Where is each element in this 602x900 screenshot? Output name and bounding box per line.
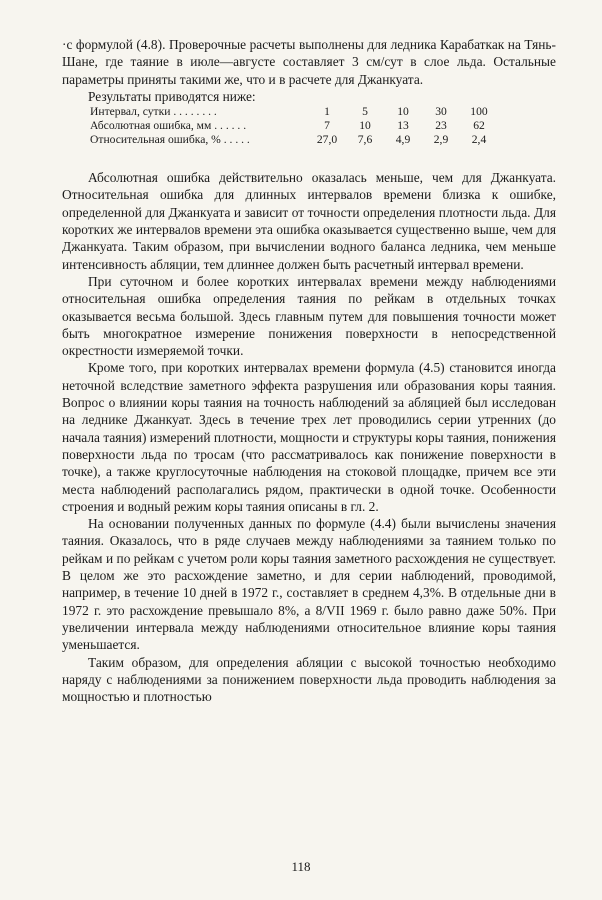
table-cell: 4,9 [395, 133, 411, 147]
row-label: Интервал, сутки . . . . . . . . [90, 105, 217, 119]
paragraph: Абсолютная ошибка действительно оказалась меньше, чем для Джанкуата. Относительная ошибка для длинных интервалов времени близка к ошибке, определенной для Джанкуата и зависит от точности определения плотности льда. Для коротких же интервалов времени эта ошибка оказывается существенно выше, чем для Джанкуата. Таким образом, при вычислении водного баланса ледника, чем меньше интенсивность абляции, тем длиннее должен быть расчетный интервал времени. [62, 170, 556, 272]
row-label: Абсолютная ошибка, мм . . . . . . [90, 119, 247, 133]
table-row [90, 133, 498, 147]
table-cell: 7 [324, 119, 330, 133]
table-cell: 62 [473, 119, 485, 133]
table-cell: 1 [324, 105, 330, 119]
table-cell: 27,0 [316, 133, 338, 147]
table-cell: 13 [397, 119, 409, 133]
page-text [62, 36, 556, 705]
paragraph: Кроме того, при коротких интервалах времени формула (4.5) становится иногда неточной вследствие заметного эффекта разрушения или образования коры таяния. Вопрос о влиянии коры таяния на точность наблюдений за абляцией был исследован на леднике Джанкуат. Здесь в течение трех лет проводились серии утренних (до начала таяния) измерений плотности, мощности и структуры коры таяния, понижения поверхности льда по тросам (что рассматривалось как понижение поверхности в точке), а также круглосуточные наблюдения на стоковой площадке, причем все эти места наблюдений располагались рядом, практически в одной точке. Особенности строения и водный режим коры таяния описаны в гл. 2. [62, 360, 556, 514]
paragraph: На основании полученных данных по формуле (4.4) были вычислены значения таяния. Оказалось, что в ряде случаев между наблюдениями за таянием только по рейкам и по рейкам с учетом роли коры таяния заметного расхождения не существует. В целом же это расхождение заметно, и для серии наблюдений, проводимой, например, в течение 10 дней в 1972 г., составляет в среднем 4,3%. В отдельные дни в 1972 г. это расхождение превышало 8%, а 8/VII 1969 г. было равно даже 50%. При увеличении интервала между наблюдениями относительное влияние коры таяния уменьшается. [62, 516, 556, 653]
table-cell: 2,4 [471, 133, 487, 147]
results-lead: Результаты приводятся ниже: [88, 88, 256, 104]
table-cell: 100 [470, 105, 488, 119]
row-label: Относительная ошибка, % . . . . . [90, 133, 250, 147]
paragraph: При суточном и более коротких интервалах времени между наблюдениями относительная ошибка определения таяния по рейкам в отдельных точках оказывается весьма большой. Здесь главным путем для повышения точности может быть многократное измерение понижения поверхности в непосредственной окрестности измеряемой точки. [62, 273, 556, 359]
table-cell: 30 [435, 105, 447, 119]
table-cell: 2,9 [433, 133, 449, 147]
table-row [90, 105, 498, 119]
paragraph-intro: ·с формулой (4.8). Проверочные расчеты выполнены для ледника Карабаткак на Тянь-Шане, где таяние в июле—августе составляет 3 см/сут в слое льда. Остальные параметры приняты такими же, что и в расчете для Джанкуата. [62, 37, 556, 87]
paragraph: Таким образом, для определения абляции с высокой точностью необходимо наряду с наблюдениями за понижением поверхности льда проводить наблюдения за мощностью и плотностью [62, 654, 556, 705]
page-number: 118 [291, 859, 311, 874]
table-cell: 10 [359, 119, 371, 133]
table-cell: 7,6 [357, 133, 373, 147]
results-table [90, 105, 498, 147]
table-row [90, 119, 498, 133]
table-cell: 5 [362, 105, 368, 119]
table-cell: 10 [397, 105, 409, 119]
table-cell: 23 [435, 119, 447, 133]
